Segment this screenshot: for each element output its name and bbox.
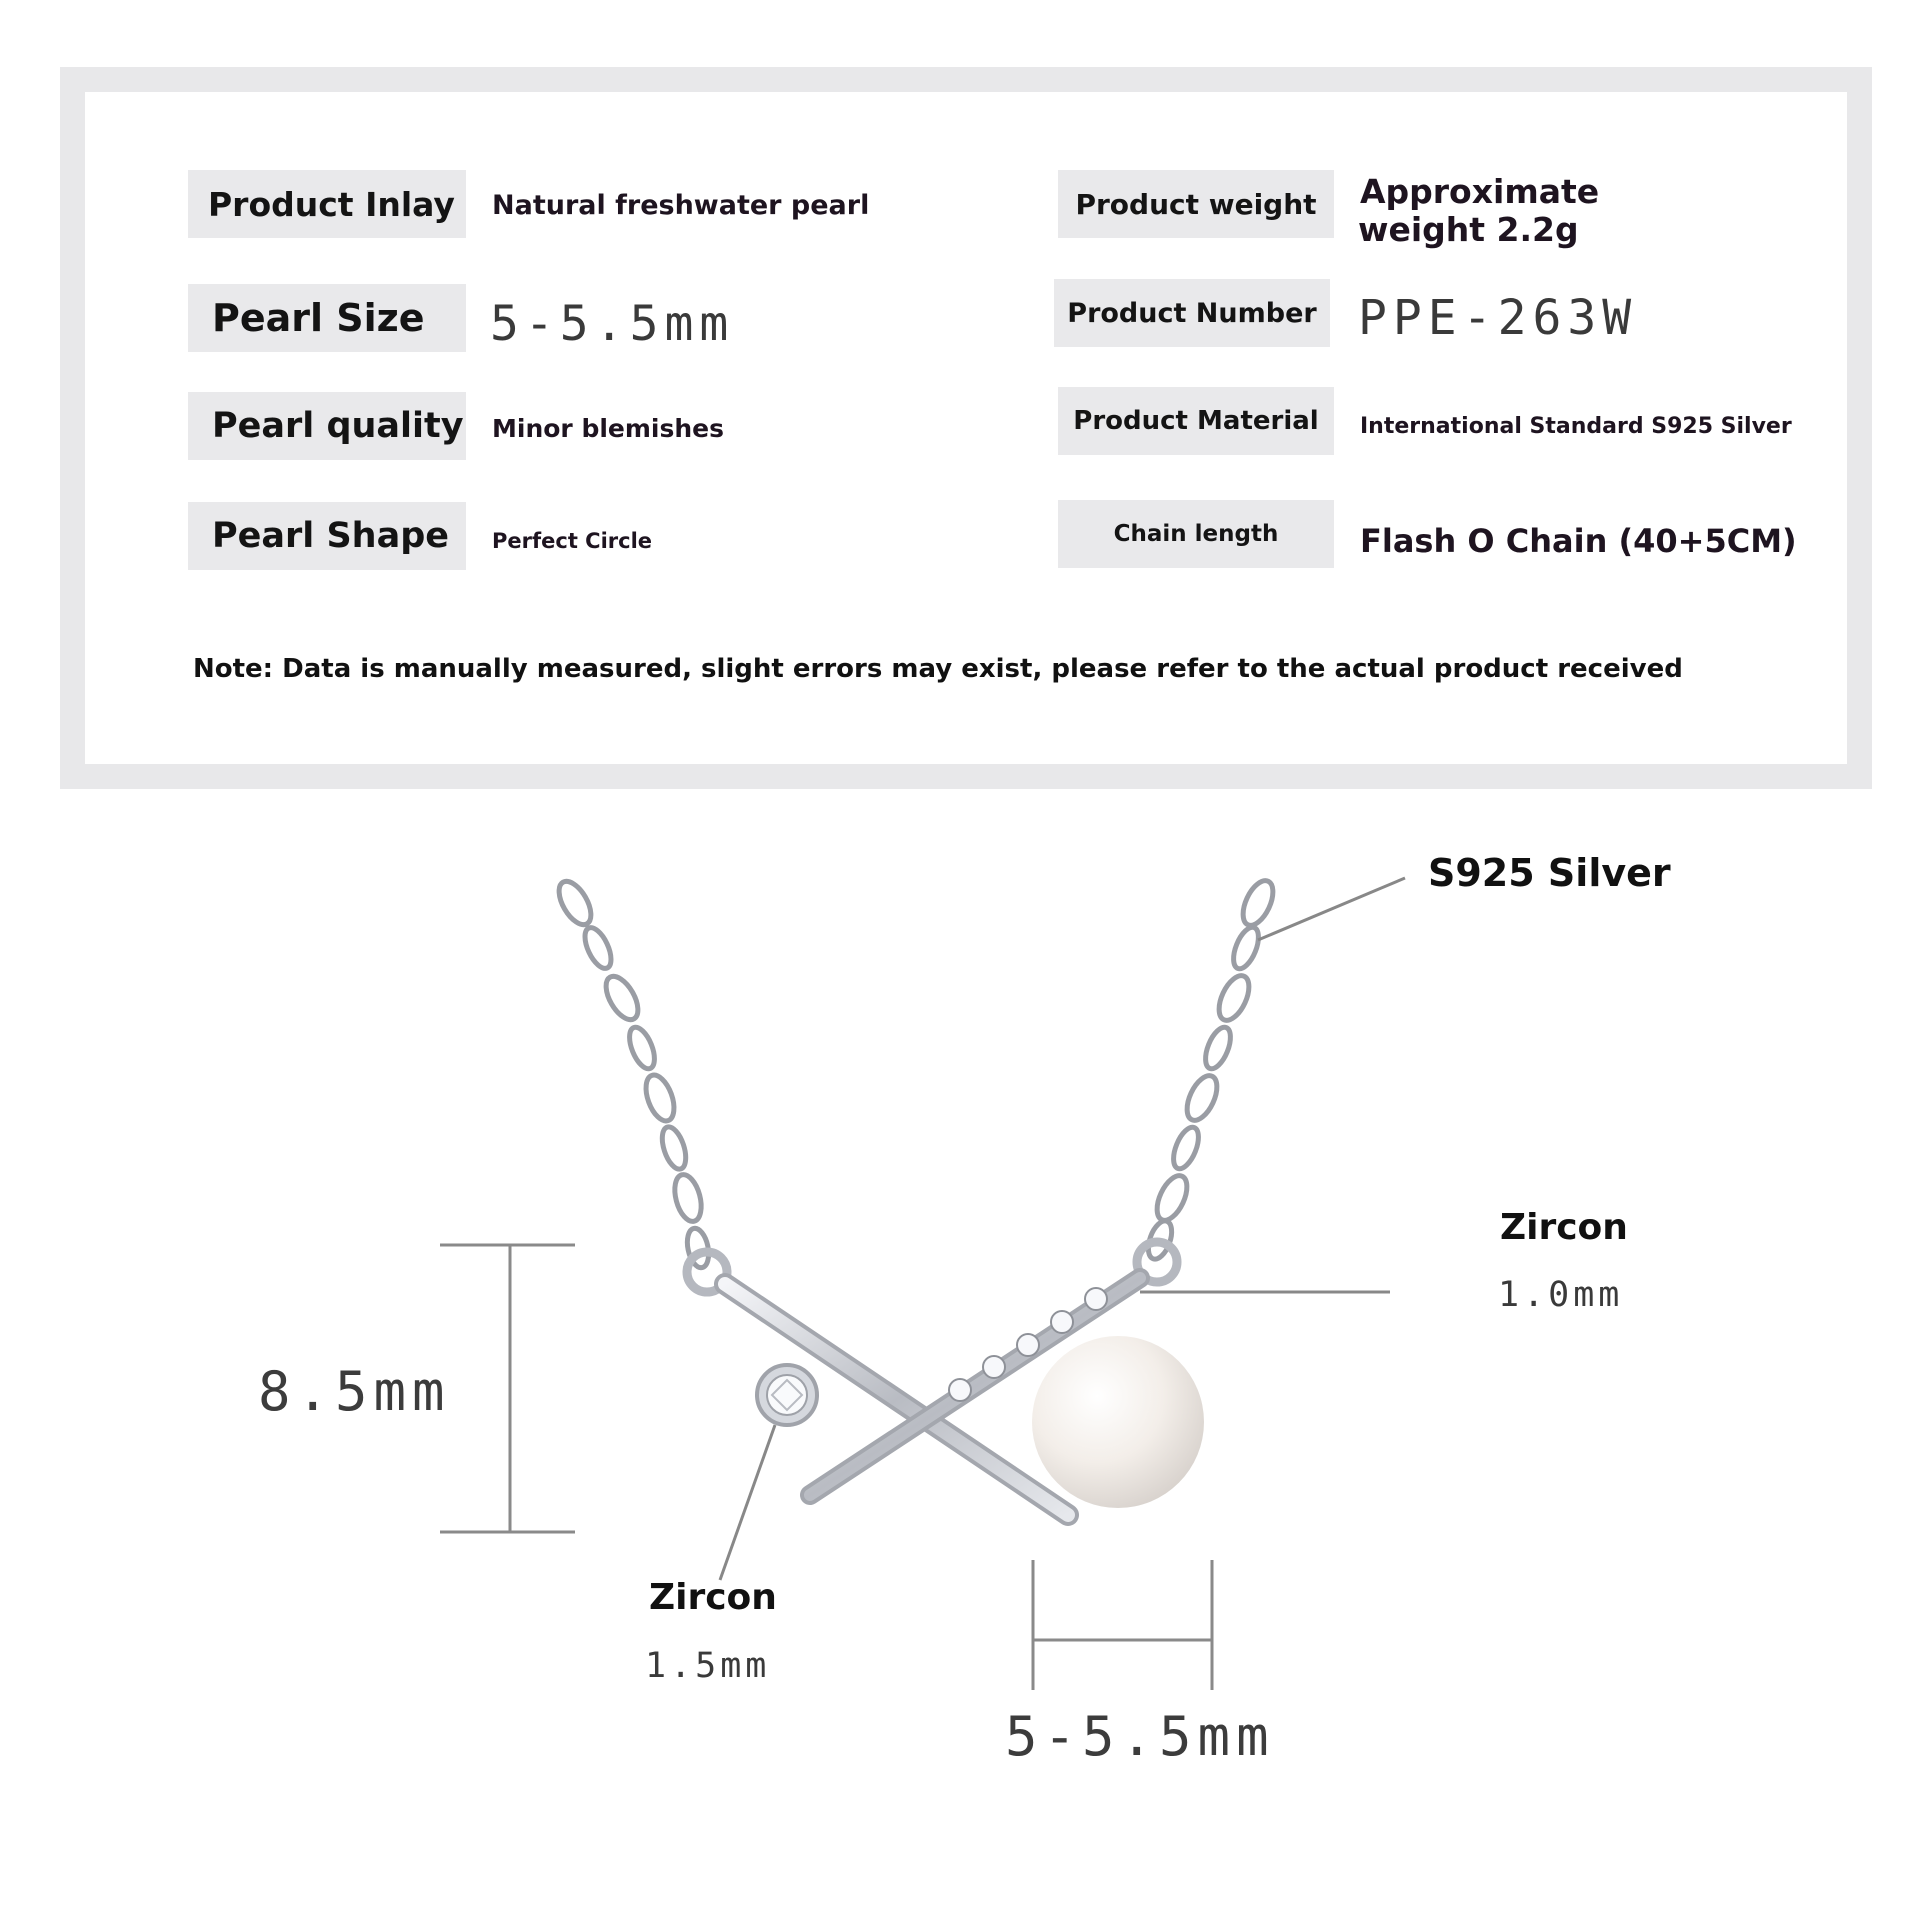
zircon-large-size: 1.5mm bbox=[645, 1646, 771, 1686]
chain-right bbox=[1144, 876, 1279, 1262]
value-chain-length: Flash O Chain (40+5CM) bbox=[1360, 522, 1797, 560]
value-weight-line1: Approximate bbox=[1360, 172, 1600, 211]
silver-label: S925 Silver bbox=[1428, 851, 1671, 895]
measurement-note: Note: Data is manually measured, slight errors may exist, please refer to the actual product received bbox=[193, 654, 1683, 684]
zircon-large bbox=[757, 1365, 817, 1425]
label-product-inlay: Product Inlay bbox=[188, 170, 466, 238]
label-pearl-size: Pearl Size bbox=[188, 284, 466, 352]
pearl-dimension-label: 5-5.5mm bbox=[1005, 1705, 1275, 1768]
value-product-inlay: Natural freshwater pearl bbox=[492, 190, 870, 221]
height-dimension-label: 8.5mm bbox=[258, 1360, 451, 1423]
value-weight-line2: weight 2.2g bbox=[1358, 210, 1579, 249]
pearl-dimension bbox=[1033, 1560, 1212, 1690]
label-pearl-quality: Pearl quality bbox=[188, 392, 466, 460]
value-product-material: International Standard S925 Silver bbox=[1360, 414, 1792, 439]
label-pearl-shape: Pearl Shape bbox=[188, 502, 466, 570]
label-product-number: Product Number bbox=[1054, 279, 1330, 347]
chain-left bbox=[553, 876, 712, 1269]
value-pearl-size: 5-5.5mm bbox=[490, 296, 735, 352]
value-pearl-quality: Minor blemishes bbox=[492, 414, 725, 443]
label-product-weight: Product weight bbox=[1058, 170, 1334, 238]
zircon-small-title: Zircon bbox=[1500, 1207, 1628, 1248]
zircon-large-pointer bbox=[720, 1425, 775, 1580]
height-dimension bbox=[440, 1245, 575, 1532]
label-product-material: Product Material bbox=[1058, 387, 1334, 455]
zircon-small-size: 1.0mm bbox=[1498, 1275, 1624, 1315]
value-product-number: PPE-263W bbox=[1358, 290, 1638, 346]
value-pearl-shape: Perfect Circle bbox=[492, 529, 653, 553]
silver-pointer bbox=[1258, 878, 1405, 940]
zircon-large-title: Zircon bbox=[649, 1577, 777, 1618]
label-chain-length: Chain length bbox=[1058, 500, 1334, 568]
pearl bbox=[1032, 1336, 1204, 1508]
